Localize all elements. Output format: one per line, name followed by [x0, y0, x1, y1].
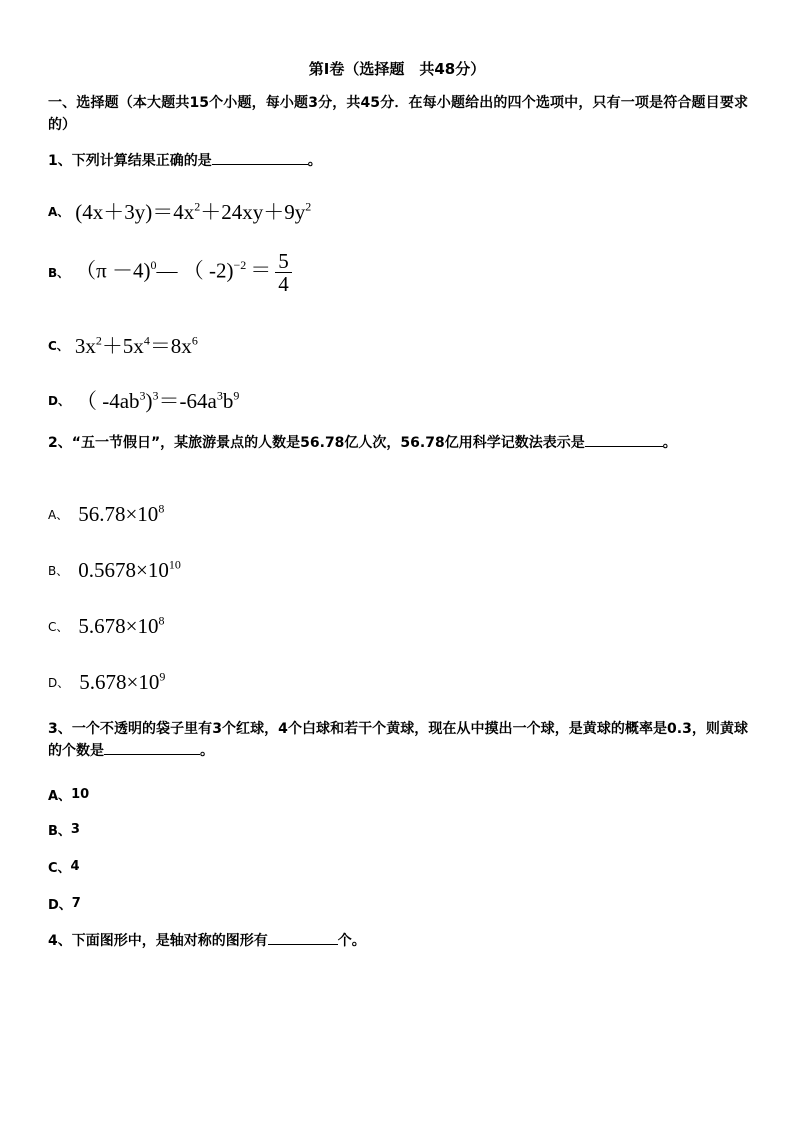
- option-value: 7: [71, 896, 81, 911]
- question-1-end: 。: [307, 153, 322, 169]
- option-value: 3: [70, 822, 80, 837]
- question-3-text: 3、一个不透明的袋子里有3个红球，4个白球和若干个黄球，现在从中摸出一个球，是黄球的概率是0.3，则黄球的个数是: [48, 721, 748, 759]
- option-formula: $3x^2+5x^4=8x^6$: [74, 333, 198, 358]
- q3-option-d[interactable]: [48, 894, 81, 913]
- option-formula: （π －4)$^0$— （ -2)$^{-2}$ ＝ $\frac{5}{4}$: [75, 250, 292, 295]
- option-label: A、: [48, 789, 72, 804]
- q2-option-a[interactable]: [48, 502, 164, 527]
- option-label: C、: [48, 861, 71, 876]
- question-4-stem: [48, 930, 748, 952]
- q2-option-c[interactable]: [48, 614, 164, 639]
- question-4-text: 4、下面图形中，是轴对称的图形有: [48, 933, 268, 949]
- option-label: B、: [48, 564, 69, 578]
- option-label: C、: [48, 620, 69, 634]
- q2-option-b[interactable]: [48, 558, 181, 583]
- option-label: B、: [48, 266, 70, 280]
- q3-option-a[interactable]: [48, 785, 89, 804]
- option-formula: $5.678\times 10^9$: [79, 669, 166, 694]
- option-label: C、: [48, 338, 69, 353]
- option-value: 4: [70, 859, 80, 874]
- answer-blank[interactable]: [268, 930, 338, 945]
- question-4-end: 个。: [337, 933, 366, 949]
- question-3-end: 。: [200, 743, 214, 759]
- question-2-end: 。: [662, 435, 677, 451]
- q1-option-a[interactable]: [48, 196, 311, 226]
- question-1-text: 1、下列计算结果正确的是: [48, 153, 212, 169]
- option-label: A、: [48, 508, 69, 522]
- q1-option-b[interactable]: [48, 250, 292, 295]
- option-label: D、: [48, 393, 70, 408]
- q1-option-c[interactable]: [48, 330, 198, 360]
- q1-option-d[interactable]: [48, 385, 239, 415]
- question-3-stem: [48, 718, 748, 762]
- q2-option-d[interactable]: [48, 670, 165, 695]
- option-formula: $0.5678\times 10^{10}$: [78, 557, 181, 582]
- option-label: D、: [48, 676, 70, 690]
- option-value: 10: [71, 787, 90, 802]
- option-formula: $5.678\times 10^8$: [78, 613, 165, 638]
- question-2-text: 2、“五一节假日”，某旅游景点的人数是56.78亿人次，56.78亿用科学记数法表示是: [48, 435, 585, 451]
- answer-blank[interactable]: [585, 432, 663, 447]
- question-1-stem: [48, 150, 748, 172]
- option-label: D、: [48, 898, 72, 913]
- option-formula: （ $-4ab^3)^3=-64a^3b^9$: [75, 388, 240, 413]
- option-label: A、: [48, 204, 70, 219]
- q3-option-b[interactable]: [48, 820, 80, 839]
- option-formula: $(4x+3y)=4x^2+24xy+9y^2$: [75, 199, 312, 224]
- answer-blank[interactable]: [104, 740, 200, 755]
- question-2-stem: [48, 432, 748, 454]
- section-instructions: 一、选择题（本大题共15个小题，每小题3分，共45分．在每小题给出的四个选项中，只有一项是符合题目要求的）: [48, 95, 748, 133]
- option-label: B、: [48, 824, 71, 839]
- q3-option-c[interactable]: [48, 857, 80, 876]
- fraction: $\frac{5}{4}$: [275, 250, 292, 295]
- answer-blank[interactable]: [212, 150, 308, 165]
- option-formula: $56.78\times 10^8$: [78, 501, 165, 526]
- paper-title: 第Ⅰ卷（选择题 共48分）: [308, 60, 486, 78]
